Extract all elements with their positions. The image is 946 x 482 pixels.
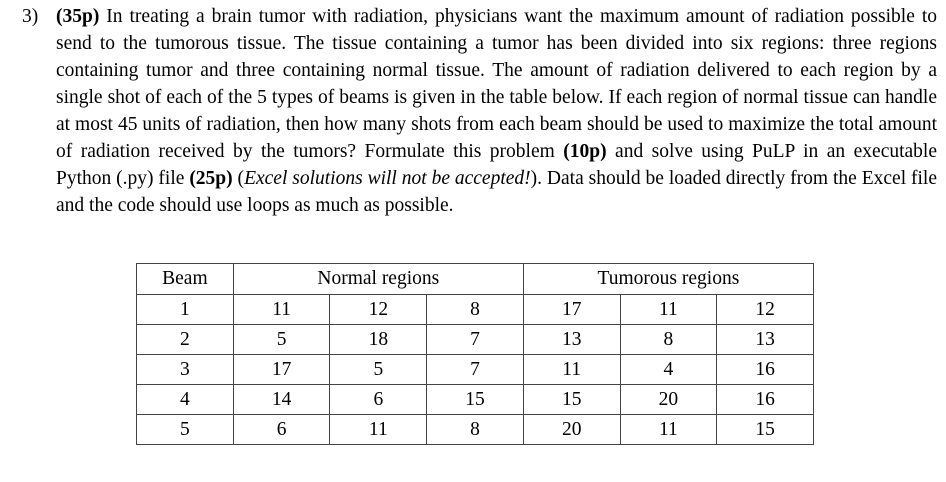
tumorous-region-cell: 11 bbox=[620, 415, 717, 445]
radiation-table bbox=[136, 263, 814, 445]
tumorous-region-cell: 20 bbox=[523, 415, 620, 445]
normal-region-cell: 7 bbox=[427, 355, 524, 385]
problem-number: 3) bbox=[22, 6, 39, 27]
normal-region-cell: 5 bbox=[233, 325, 330, 355]
normal-region-cell: 6 bbox=[233, 415, 330, 445]
problem-points: (35p) bbox=[56, 6, 100, 27]
normal-region-cell: 11 bbox=[330, 415, 427, 445]
tumorous-region-cell: 16 bbox=[717, 355, 814, 385]
formulate-points: (10p) bbox=[563, 141, 607, 162]
tumorous-region-cell: 8 bbox=[620, 325, 717, 355]
table-row bbox=[137, 295, 814, 325]
normal-region-cell: 5 bbox=[330, 355, 427, 385]
beam-header: Beam bbox=[137, 264, 234, 295]
tumorous-region-cell: 15 bbox=[523, 385, 620, 415]
beam-cell: 3 bbox=[137, 355, 234, 385]
normal-region-cell: 14 bbox=[233, 385, 330, 415]
table-header-row bbox=[137, 264, 814, 295]
solve-points: (25p) bbox=[189, 168, 233, 189]
tumorous-region-cell: 20 bbox=[620, 385, 717, 415]
tumorous-region-cell: 11 bbox=[523, 355, 620, 385]
problem-text-a: In treating a brain tumor with radiation, physicians want the maximum amount of radiation possible to send to the tumorous tissue. The tissue containing a tumor has been divided into six regions: three regions containing tumor and three containing normal tissue. The amount of radiation delivered to each region by a single shot of each of the 5 types of beams is given in the table below. If each region of normal tissue can handle at most 45 units of radiation, then how many shots from each beam should be used to maximize the total amount of radiation received by the tumors? Formulate this problem bbox=[56, 6, 937, 162]
table-row bbox=[137, 355, 814, 385]
normal-region-cell: 6 bbox=[330, 385, 427, 415]
normal-region-cell: 8 bbox=[427, 295, 524, 325]
table-row bbox=[137, 325, 814, 355]
problem-statement bbox=[22, 3, 937, 219]
tumorous-region-cell: 11 bbox=[620, 295, 717, 325]
table-row bbox=[137, 385, 814, 415]
problem-text-d: ). Data should be loaded directly from the Excel file and the code should use loops as much as possible. bbox=[56, 168, 937, 216]
beam-cell: 4 bbox=[137, 385, 234, 415]
table-row bbox=[137, 415, 814, 445]
normal-regions-header: Normal regions bbox=[233, 264, 523, 295]
beam-cell: 2 bbox=[137, 325, 234, 355]
beam-cell: 5 bbox=[137, 415, 234, 445]
tumorous-region-cell: 4 bbox=[620, 355, 717, 385]
tumorous-region-cell: 15 bbox=[717, 415, 814, 445]
tumorous-region-cell: 12 bbox=[717, 295, 814, 325]
beam-cell: 1 bbox=[137, 295, 234, 325]
normal-region-cell: 18 bbox=[330, 325, 427, 355]
problem-text bbox=[56, 3, 937, 219]
tumorous-region-cell: 13 bbox=[717, 325, 814, 355]
table-body bbox=[137, 264, 814, 445]
normal-region-cell: 12 bbox=[330, 295, 427, 325]
normal-region-cell: 7 bbox=[427, 325, 524, 355]
normal-region-cell: 11 bbox=[233, 295, 330, 325]
problem-text-c: ( bbox=[232, 168, 245, 189]
tumorous-region-cell: 13 bbox=[523, 325, 620, 355]
normal-region-cell: 8 bbox=[427, 415, 524, 445]
problem-text-b: and solve using PuLP in an executable Python (.py) file bbox=[56, 141, 937, 189]
normal-region-cell: 17 bbox=[233, 355, 330, 385]
tumorous-regions-header: Tumorous regions bbox=[523, 264, 813, 295]
excel-note: Excel solutions will not be accepted! bbox=[244, 168, 531, 189]
tumorous-region-cell: 16 bbox=[717, 385, 814, 415]
tumorous-region-cell: 17 bbox=[523, 295, 620, 325]
normal-region-cell: 15 bbox=[427, 385, 524, 415]
